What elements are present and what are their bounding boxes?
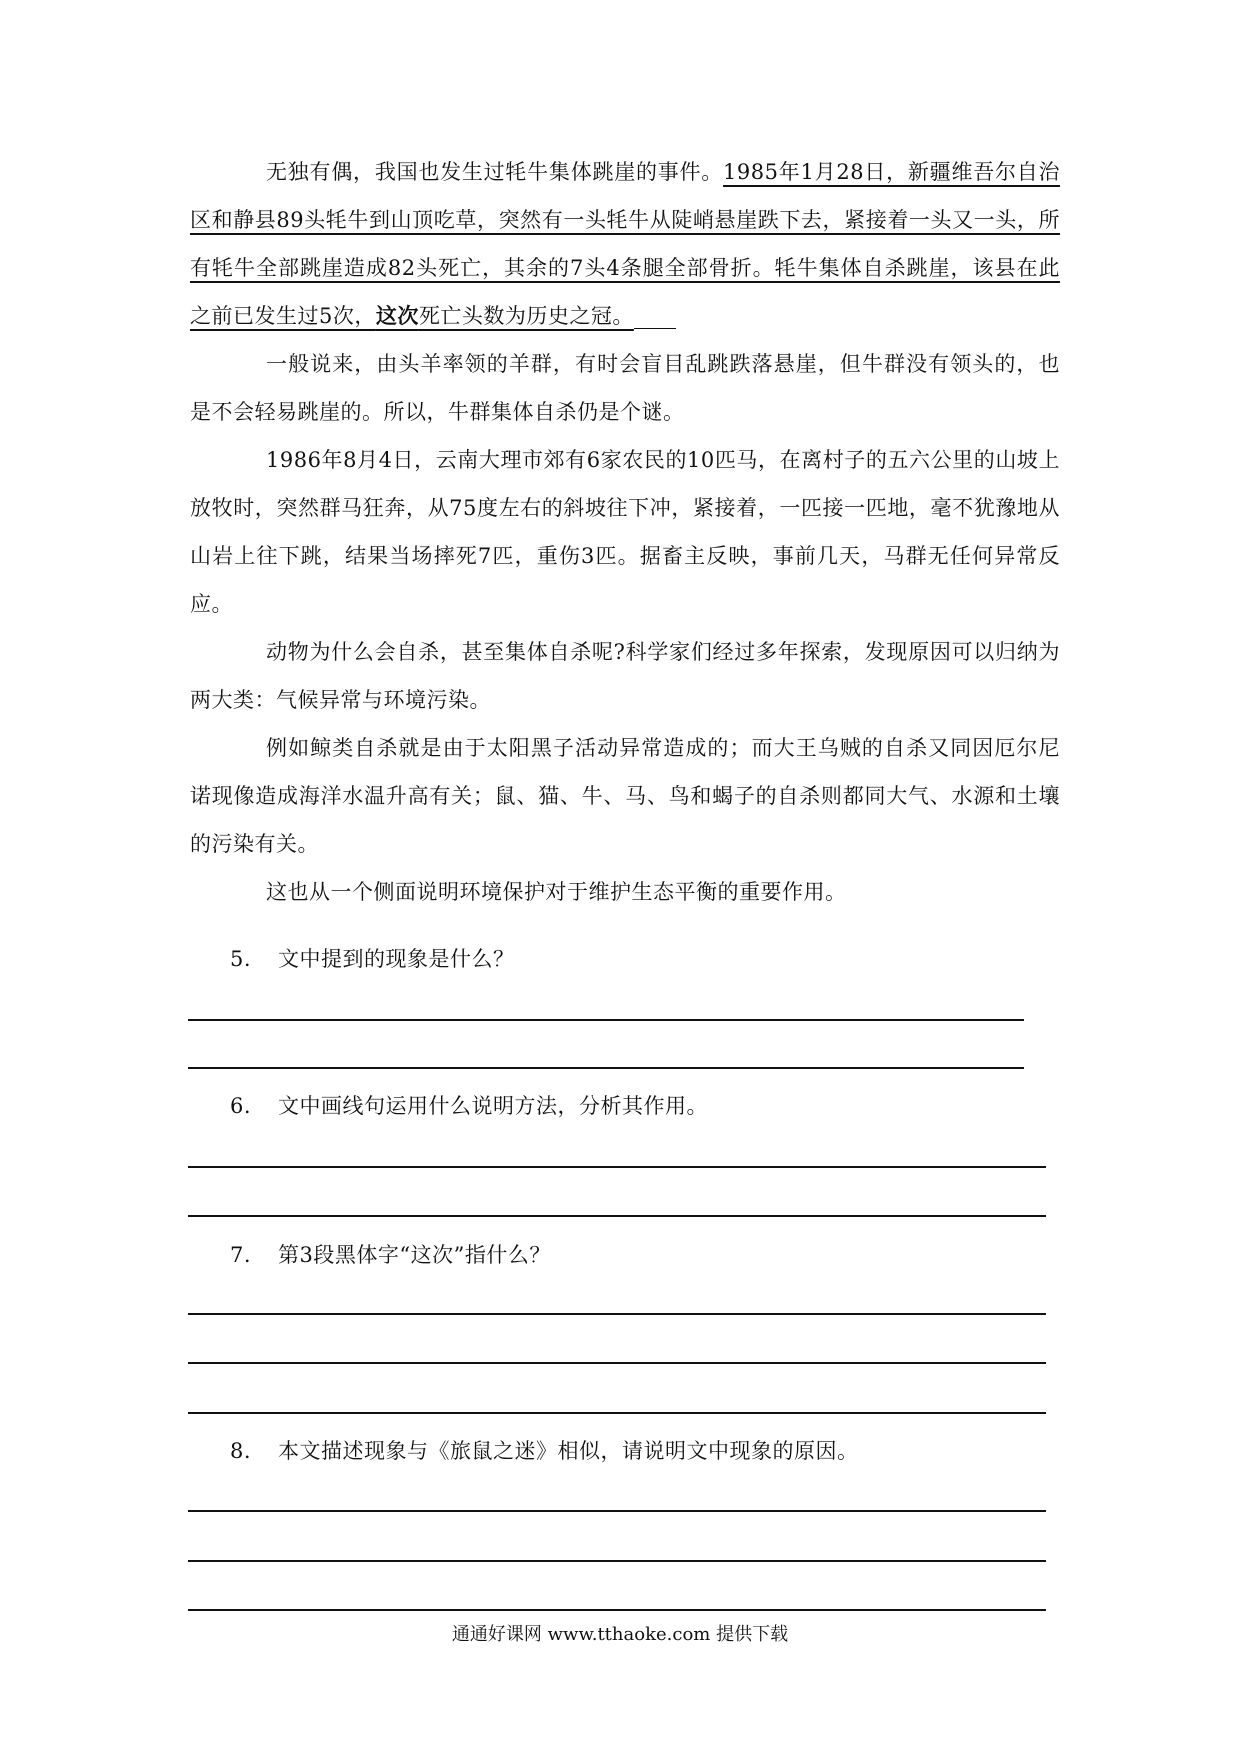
question-text: 文中画线句运用什么说明方法，分析其作用。 xyxy=(278,1094,708,1118)
question-text: 文中提到的现象是什么？ xyxy=(278,947,515,971)
answer-line[interactable] xyxy=(188,1215,1046,1217)
question-8 xyxy=(230,1436,1060,1466)
paragraph-2: 一般说来，由头羊率领的羊群，有时会盲目乱跳跌落悬崖，但牛群没有领头的，也是不会轻易跳崖的。所以，牛群集体自杀仍是个谜。 xyxy=(190,352,1060,424)
paragraph-1-intro: 无独有偶，我国也发生过牦牛集体跳崖的事件。 xyxy=(266,160,724,184)
paragraph-4: 动物为什么会自杀，甚至集体自杀呢?科学家们经过多年探索，发现原因可以归纳为两大类：气候异常与环境污染。 xyxy=(190,640,1060,712)
underlined-sentence-end: 死亡头数为历史之冠。 xyxy=(418,304,634,328)
answer-line[interactable] xyxy=(188,1313,1046,1315)
paragraph-3: 1986年8月4日，云南大理市郊有6家农民的10匹马，在离村子的五六公里的山坡上放牧时，突然群马狂奔，从75度左右的斜坡往下冲，紧接着，一匹接一匹地，毫不犹豫地从山岩上往下跳，结果当场摔死7匹，重伤3匹。据畜主反映，事前几天，马群无任何异常反应。 xyxy=(190,448,1060,616)
answer-line[interactable] xyxy=(188,1019,1024,1021)
question-text: 第3段黑体字“这次”指什么？ xyxy=(278,1243,551,1267)
answer-line[interactable] xyxy=(188,1609,1046,1611)
page-footer: 通通好课网 www.tthaoke.com 提供下载 xyxy=(451,1624,789,1645)
question-number: 5. xyxy=(230,947,252,971)
answer-line[interactable] xyxy=(188,1412,1046,1414)
answer-line[interactable] xyxy=(188,1067,1024,1069)
underlined-sentence: 1985年1月28日，新疆维吾尔自治区和静县89头牦牛到山顶吃草，突然有一头牦牛从陡峭悬崖跌下去，紧接着一头又一头，所有牦牛全部跳崖造成82头死亡，其余的7头4条腿全部骨折。牦牛集体自杀跳崖，该县在此之前已发生过5次， xyxy=(190,160,1061,328)
bold-term: 这次 xyxy=(375,303,419,328)
paragraph-1 xyxy=(190,148,1060,340)
answer-line[interactable] xyxy=(188,1510,1046,1512)
question-text: 本文描述现象与《旅鼠之迷》相似，请说明文中现象的原因。 xyxy=(278,1439,859,1463)
question-5 xyxy=(230,944,1060,974)
answer-line[interactable] xyxy=(188,1362,1046,1364)
question-number: 7. xyxy=(230,1243,252,1267)
paragraph-5: 例如鲸类自杀就是由于太阳黑子活动异常造成的；而大王乌贼的自杀又同因厄尔尼诺现像造成海洋水温升高有关；鼠、猫、牛、马、鸟和蝎子的自杀则都同大气、水源和土壤的污染有关。 xyxy=(190,736,1060,856)
answer-line[interactable] xyxy=(188,1166,1046,1168)
answer-line[interactable] xyxy=(188,1560,1046,1562)
underline-tail xyxy=(634,327,676,329)
paragraph-6: 这也从一个侧面说明环境保护对于维护生态平衡的重要作用。 xyxy=(266,880,847,904)
question-number: 6. xyxy=(230,1094,252,1118)
question-number: 8. xyxy=(230,1439,252,1463)
question-7 xyxy=(230,1240,1060,1270)
question-6 xyxy=(230,1091,1060,1121)
